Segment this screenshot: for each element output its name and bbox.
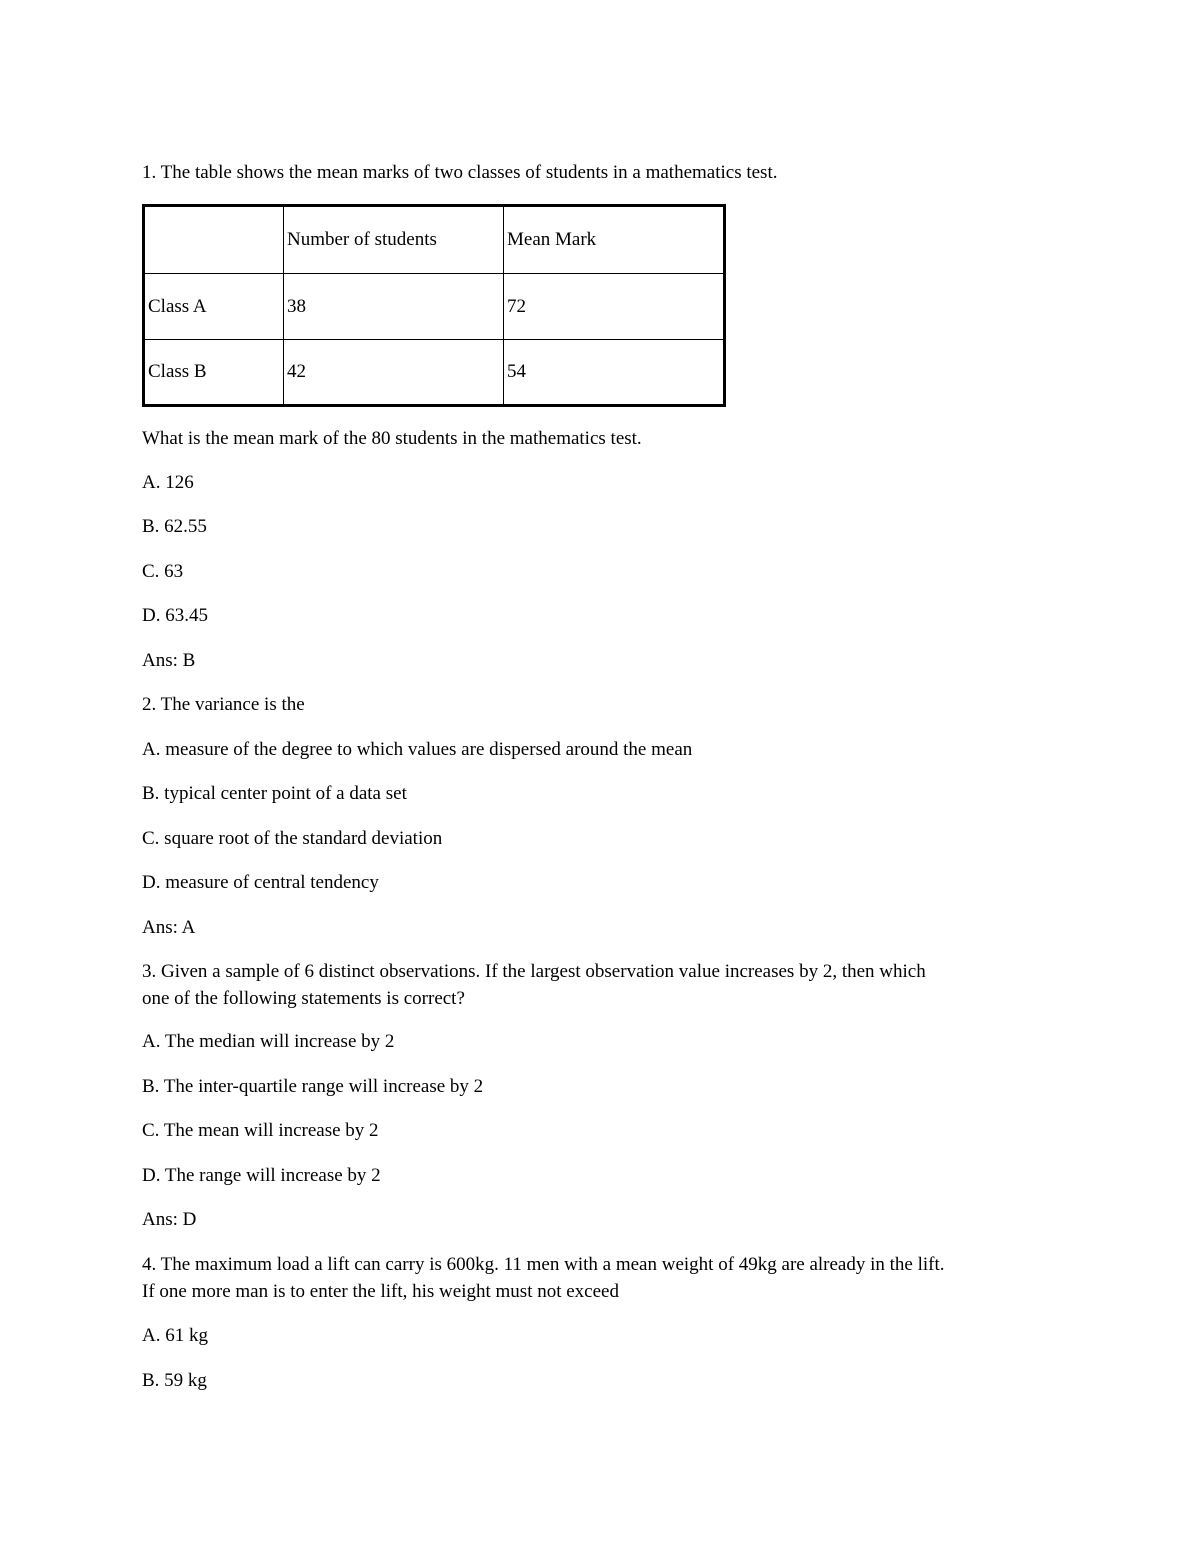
table-row: [144, 340, 725, 406]
q1-option-a: A. 126: [142, 472, 194, 493]
q4-stem-line1: 4. The maximum load a lift can carry is 600kg. 11 men with a mean weight of 49kg are already in the lift.: [142, 1254, 945, 1275]
table-header-cell: [144, 206, 284, 274]
q1-stem: 1. The table shows the mean marks of two classes of students in a mathematics test.: [142, 162, 778, 183]
q4-option-a: A. 61 kg: [142, 1325, 208, 1346]
q3-option-c: C. The mean will increase by 2: [142, 1120, 379, 1141]
q3-stem-line1: 3. Given a sample of 6 distinct observations. If the largest observation value increases by 2, then which: [142, 961, 926, 982]
q2-option-b: B. typical center point of a data set: [142, 783, 407, 804]
q4-option-b: B. 59 kg: [142, 1370, 207, 1391]
table-cell: 42: [284, 340, 504, 406]
table-cell: Class A: [144, 274, 284, 340]
q2-option-a: A. measure of the degree to which values are dispersed around the mean: [142, 739, 693, 760]
q3-option-b: B. The inter-quartile range will increase by 2: [142, 1076, 484, 1097]
q3-stem-line2: one of the following statements is correct?: [142, 988, 465, 1009]
table-header-row: [144, 206, 725, 274]
table-header-cell: Mean Mark: [504, 206, 725, 274]
q1-option-b: B. 62.55: [142, 516, 207, 537]
table-cell: Class B: [144, 340, 284, 406]
q4-stem-line2: If one more man is to enter the lift, his weight must not exceed: [142, 1281, 619, 1302]
q1-option-c: C. 63: [142, 561, 184, 582]
q3-answer: Ans: D: [142, 1209, 197, 1230]
mean-marks-table: [142, 204, 726, 407]
q1-question: What is the mean mark of the 80 students in the mathematics test.: [142, 428, 642, 449]
q2-option-d: D. measure of central tendency: [142, 872, 379, 893]
q1-option-d: D. 63.45: [142, 605, 208, 626]
table-cell: 72: [504, 274, 725, 340]
table-header-cell: Number of students: [284, 206, 504, 274]
table-cell: 54: [504, 340, 725, 406]
q2-option-c: C. square root of the standard deviation: [142, 828, 443, 849]
q3-option-d: D. The range will increase by 2: [142, 1165, 381, 1186]
q2-answer: Ans: A: [142, 917, 196, 938]
table-row: [144, 274, 725, 340]
table-cell: 38: [284, 274, 504, 340]
q2-stem: 2. The variance is the: [142, 694, 305, 715]
q3-option-a: A. The median will increase by 2: [142, 1031, 395, 1052]
q1-answer: Ans: B: [142, 650, 196, 671]
